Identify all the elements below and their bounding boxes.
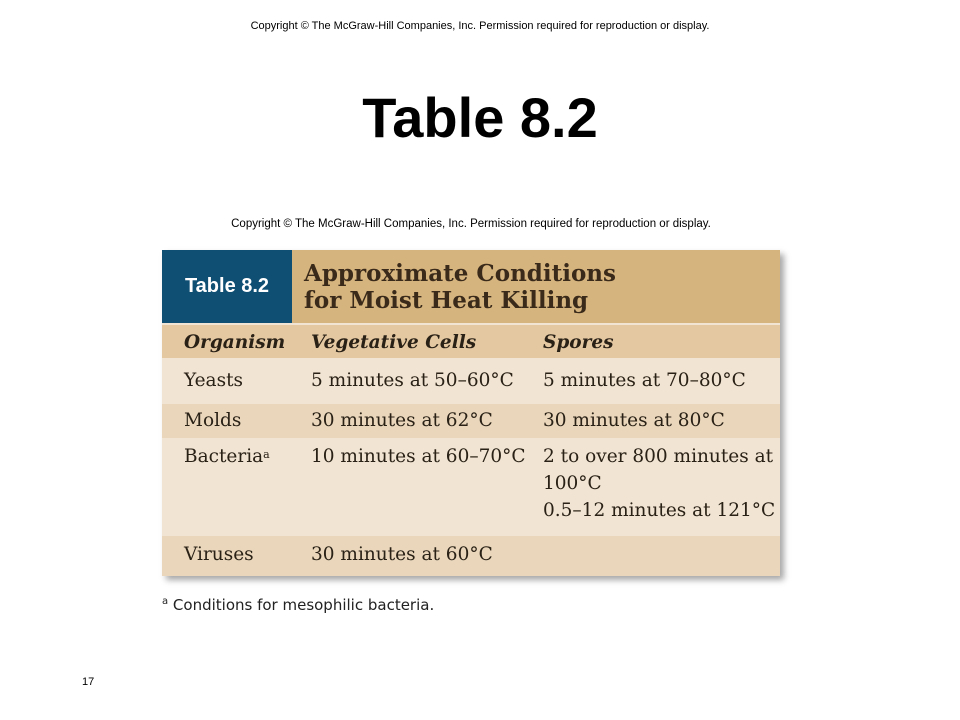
cell-vegetative: 10 minutes at 60–70°C [311,446,526,467]
table-row [162,360,780,402]
table-copyright: Copyright © The McGraw-Hill Companies, Inc. Permission required for reproduction or display. [231,218,711,230]
footnote-marker: a [162,596,169,607]
conditions-table [162,250,780,576]
spores-line: 0.5–12 minutes at 121°C [543,500,776,521]
footnote-text: Conditions for mesophilic bacteria. [172,596,435,614]
footnote-marker: a [263,448,270,461]
table-footnote [162,596,434,614]
cell-vegetative: 30 minutes at 62°C [311,410,493,431]
cell-organism: Viruses [184,544,254,565]
spores-line: 2 to over 800 minutes at [543,446,774,467]
cell-vegetative: 5 minutes at 50–60°C [311,370,514,391]
spores-line: 100°C [543,473,602,494]
table-label: Table 8.2 [162,250,292,323]
header-spores: Spores [543,332,614,353]
cell-vegetative: 30 minutes at 60°C [311,544,493,565]
organism-name: Bacteria [184,446,264,467]
cell-organism: Molds [184,410,242,431]
header-vegetative-cells: Vegetative Cells [311,332,477,353]
column-headers [162,325,780,358]
table-row [162,536,780,576]
caption-line-2: for Moist Heat Killing [304,287,589,314]
table-row [162,404,780,438]
page-number: 17 [82,676,95,688]
slide-title: Table 8.2 [362,86,598,149]
table-header [162,250,780,323]
table-caption [304,260,616,314]
table-row [162,440,780,534]
cell-spores: 5 minutes at 70–80°C [543,370,746,391]
header-organism: Organism [184,332,286,353]
cell-spores: 30 minutes at 80°C [543,410,725,431]
top-copyright: Copyright © The McGraw-Hill Companies, Inc. Permission required for reproduction or display. [250,20,710,32]
cell-spores [543,443,775,524]
cell-organism: Yeasts [184,370,244,391]
caption-line-1: Approximate Conditions [304,260,616,287]
cell-organism [184,443,270,470]
